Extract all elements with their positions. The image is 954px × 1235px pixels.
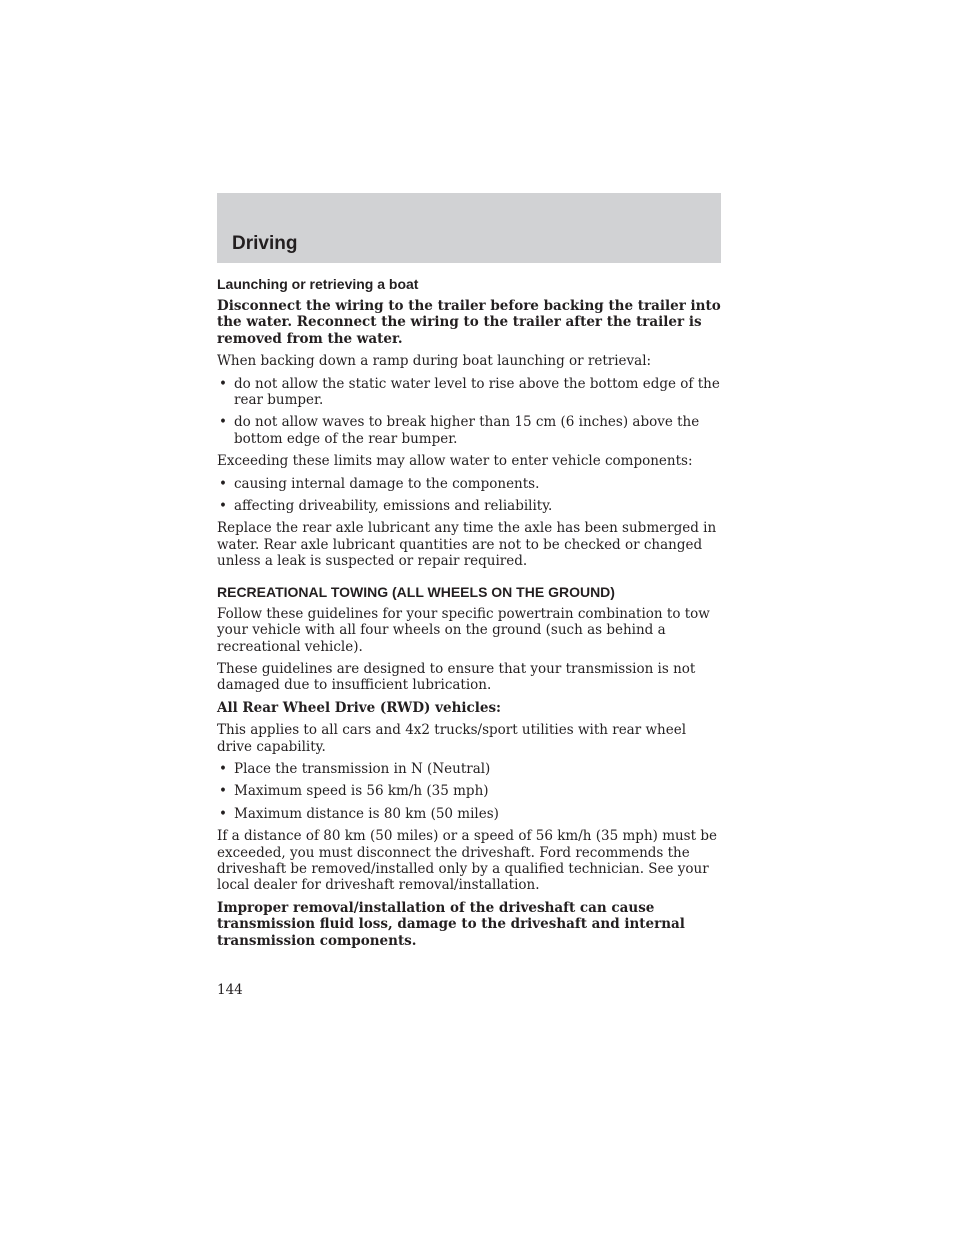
list-item-text: Maximum speed is 56 km/h (35 mph) xyxy=(234,783,489,800)
list-item-text: affecting driveability, emissions and reliability. xyxy=(234,498,553,515)
section-title: Driving xyxy=(232,233,298,254)
bullet-icon: • xyxy=(219,375,227,392)
list-item-text: Place the transmission in N (Neutral) xyxy=(234,760,491,777)
towing-paragraph-1: Follow these guidelines for your specific powertrain combination to tow your vehicle with all four wheels on the ground (such as behind a recreational vehicle). xyxy=(217,605,710,655)
boat-bullet-list xyxy=(217,376,721,448)
lubricant-paragraph: Replace the rear axle lubricant any time the axle has been submerged in water. Rear axle lubricant quantities are not to be checked or changed unless a leak is suspected or repair required. xyxy=(217,520,717,570)
section-header-band xyxy=(217,193,721,263)
rwd-heading: All Rear Wheel Drive (RWD) vehicles: xyxy=(217,699,502,716)
limits-intro: Exceeding these limits may allow water to enter vehicle components: xyxy=(217,453,693,470)
page-content xyxy=(217,276,721,955)
page-number: 144 xyxy=(217,982,243,998)
list-item-text: causing internal damage to the components. xyxy=(234,475,540,492)
list-item-text: do not allow waves to break higher than 15 cm (6 inches) above the bottom edge of the rear bumper. xyxy=(234,414,700,447)
list-item xyxy=(217,476,721,492)
rwd-intro: This applies to all cars and 4x2 trucks/sport utilities with rear wheel drive capability. xyxy=(217,722,687,755)
towing-paragraph-2: These guidelines are designed to ensure that your transmission is not damaged due to insufficient lubrication. xyxy=(217,660,696,694)
list-item xyxy=(217,498,721,514)
bullet-icon: • xyxy=(219,475,227,492)
list-item-text: Maximum distance is 80 km (50 miles) xyxy=(234,805,499,822)
bullet-icon: • xyxy=(219,783,227,800)
boat-heading: Launching or retrieving a boat xyxy=(217,276,419,292)
bullet-icon: • xyxy=(219,805,227,822)
list-item xyxy=(217,761,721,777)
boat-intro: When backing down a ramp during boat launching or retrieval: xyxy=(217,353,652,370)
limits-bullet-list xyxy=(217,476,721,515)
rwd-bullet-list xyxy=(217,761,721,822)
towing-heading: RECREATIONAL TOWING (ALL WHEELS ON THE GROUND) xyxy=(217,583,615,600)
boat-warning: Disconnect the wiring to the trailer before backing the trailer into the water. Reconnect the wiring to the trailer after the trailer is removed from the water. xyxy=(217,298,721,347)
list-item xyxy=(217,806,721,822)
list-item xyxy=(217,414,721,447)
bullet-icon: • xyxy=(219,498,227,515)
bullet-icon: • xyxy=(219,414,227,431)
driveshaft-warning: Improper removal/installation of the driveshaft can cause transmission fluid loss, damage to the driveshaft and internal transmission components. xyxy=(217,899,685,949)
list-item xyxy=(217,376,721,409)
list-item-text: do not allow the static water level to rise above the bottom edge of the rear bumper. xyxy=(234,375,720,409)
driveshaft-paragraph: If a distance of 80 km (50 miles) or a speed of 56 km/h (35 mph) must be exceeded, you must disconnect the driveshaft. Ford recommends the driveshaft be removed/installed only by a qualified technician. See your local dealer for driveshaft removal/installation. xyxy=(217,828,717,894)
bullet-icon: • xyxy=(219,760,227,777)
list-item xyxy=(217,783,721,799)
